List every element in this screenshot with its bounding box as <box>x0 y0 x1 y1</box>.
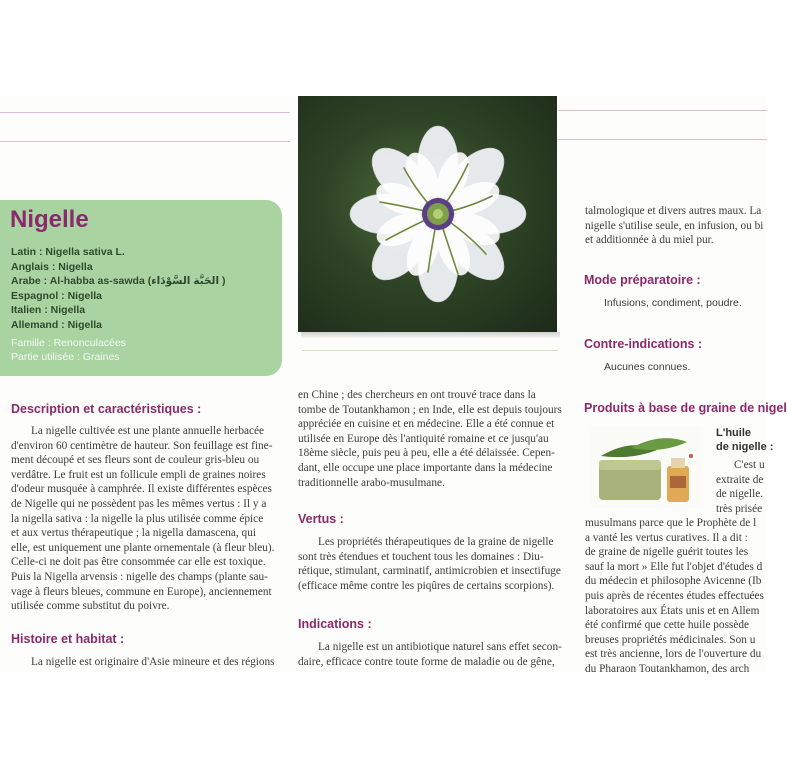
produits-heading: Produits à base de graine de nigel <box>584 401 787 415</box>
text-line: sont très étendues et touchent tous les domaines : Diu- <box>298 550 544 563</box>
text-line: nigelle s'utilise seule, en infusion, ou bi <box>585 219 764 232</box>
flower-illustration <box>298 96 557 332</box>
text-line: du Pharaon Toutankhamon, des arch <box>585 662 750 675</box>
text-line: très prisée <box>716 502 763 515</box>
text-line: Puis la Nigella arvensis : nigelle des champs (plante sau- <box>11 570 268 583</box>
contre-indications-heading: Contre-indications : <box>584 337 703 351</box>
text-line: talmologique et divers autres maux. La <box>585 205 762 217</box>
text-line: La nigelle est un antibiotique naturel sans effet secon- <box>318 641 562 653</box>
name-english: Anglais : Nigella <box>11 260 93 273</box>
text-line: d'environ 60 centimètre de hauteur. Son feuillage est fine- <box>11 439 273 452</box>
nigella-flower-photo <box>298 96 557 332</box>
text-line: et aux vertus thérapeutique ; la nigella damascena, qui <box>11 527 256 540</box>
bottom-margin <box>0 672 767 767</box>
mode-preparatoire-text: Infusions, condiment, poudre. <box>604 297 742 309</box>
text-line: puis après de récentes études effectuées <box>585 589 764 602</box>
divider-rule <box>558 110 767 111</box>
history-heading: Histoire et habitat : <box>11 632 125 646</box>
history-continued-text <box>298 388 570 490</box>
text-line: de Nigelle qui ne possèdent pas les mêmes vertus : Il y a <box>11 497 267 510</box>
text-line: (efficace même contre les piqûres de certains scorpions). <box>298 579 555 592</box>
text-line: de nigelle : <box>716 441 774 453</box>
right-top-text <box>585 204 767 248</box>
text-line: a vanté les vertus curatives. Il a dit : <box>585 531 748 544</box>
text-line: dant, elle occupe une place importante dans la médecine <box>298 461 553 474</box>
text-line: rétique, stimulant, carminatif, antimicrobien et insectifuge <box>298 565 561 578</box>
text-line: ment découpé et ses fleurs sont de couleur gris-bleu ou <box>11 454 260 467</box>
text-line: en Chine ; des chercheurs en ont trouvé trace dans la <box>298 389 536 401</box>
name-latin: Latin : Nigella sativa L. <box>11 246 125 258</box>
text-line: utilisée en Europe dès l'antiquité romaine et ce jusqu'au <box>298 432 549 445</box>
name-german: Allemand : Nigella <box>11 318 103 331</box>
plant-names <box>11 245 226 332</box>
text-line: musulmans parce que le Prophète de l <box>585 517 757 529</box>
divider-rule <box>302 350 558 351</box>
text-line: sauf la mort » Elle fut l'objet d'études d <box>585 560 763 573</box>
text-line: la nigella sativa : la nigelle la plus utilisée comme épice <box>11 512 264 525</box>
photo-shadow <box>301 332 560 338</box>
divider-rule <box>0 112 290 113</box>
vertus-heading: Vertus : <box>298 512 344 526</box>
huile-title <box>716 426 773 454</box>
part-used-line: Partie utilisée : Graines <box>11 350 120 363</box>
contre-indications-text: Aucunes connues. <box>604 361 691 373</box>
text-line: utilisée comme substitut du poivre. <box>11 600 170 613</box>
text-line: daire, efficace contre toute forme de maladie ou de gêne, <box>298 655 555 668</box>
indications-heading: Indications : <box>298 617 372 631</box>
text-line: La nigelle cultivée est une plante annuelle herbacée <box>31 425 265 437</box>
text-line: d'odeur musquée à camphrée. Il existe différentes espèces <box>11 483 272 496</box>
history-text <box>31 655 283 670</box>
mode-preparatoire-heading: Mode préparatoire : <box>584 273 701 287</box>
text-line: C'est u <box>734 459 765 471</box>
vertus-text <box>298 535 570 593</box>
text-line: Celle-ci ne doit pas être consommée car elle est toxique. <box>11 556 266 569</box>
text-line: L'huile <box>716 427 752 439</box>
text-line: laboratoires aux États unis et en Allem <box>585 604 760 617</box>
text-line: extraite de <box>716 473 764 486</box>
text-line: du médecin et philosophe Avicenne (Ib <box>585 575 762 588</box>
text-line: de graine de nigelle guérit toutes les <box>585 546 749 559</box>
text-line: et additionnée à du miel pur. <box>585 234 714 247</box>
text-line: appréciée en cuisine et en médecine. Elle a été connue et <box>298 418 555 431</box>
product-illustration <box>591 426 703 508</box>
huile-beside-image-text <box>716 458 767 516</box>
plant-title: Nigelle <box>10 206 89 233</box>
plant-family-info <box>11 337 126 364</box>
top-margin <box>0 0 767 96</box>
text-line: tombe de Toutankhamon ; en Inde, elle est depuis toujours <box>298 403 562 416</box>
text-line: breuses propriétés médicinales. Son u <box>585 633 756 646</box>
family-line: Famille : Renonculacées <box>11 337 126 349</box>
huile-text <box>585 516 767 677</box>
text-line: verdâtre. Le fruit est un follicule empli de graines noires <box>11 468 266 481</box>
text-line: est très ancienne, lors de l'ouverture du <box>585 648 762 661</box>
description-heading: Description et caractéristiques : <box>11 402 202 416</box>
text-line: 18ème siècle, puis peu à peu, elle a été délaissée. Cepen- <box>298 447 555 460</box>
text-line: elle, est uniquement une plante ornementale (à fleur bleu). <box>11 541 275 554</box>
indications-text <box>298 640 570 669</box>
nigella-oil-product-photo <box>591 426 703 508</box>
description-text <box>11 424 283 614</box>
name-italian: Italien : Nigella <box>11 304 86 316</box>
text-line: de nigelle. <box>716 488 764 501</box>
text-line: Les propriétés thérapeutiques de la graine de nigelle <box>318 536 554 548</box>
name-arabic: Arabe : Al-habba as-sawda (الحَبَّة السَّوْدَاء ) <box>11 275 226 287</box>
text-line: La nigelle est originaire d'Asie mineure et des régions <box>31 656 275 668</box>
text-line: traditionnelle arabo-musulmane. <box>298 476 445 489</box>
text-line: été confirmé que cette huile possède <box>585 619 750 632</box>
divider-rule <box>0 141 290 142</box>
text-line: vage à fleurs bleues, commune en Europe), anciennement <box>11 585 272 598</box>
divider-rule <box>558 139 767 140</box>
name-spanish: Espagnol : Nigella <box>11 289 103 302</box>
